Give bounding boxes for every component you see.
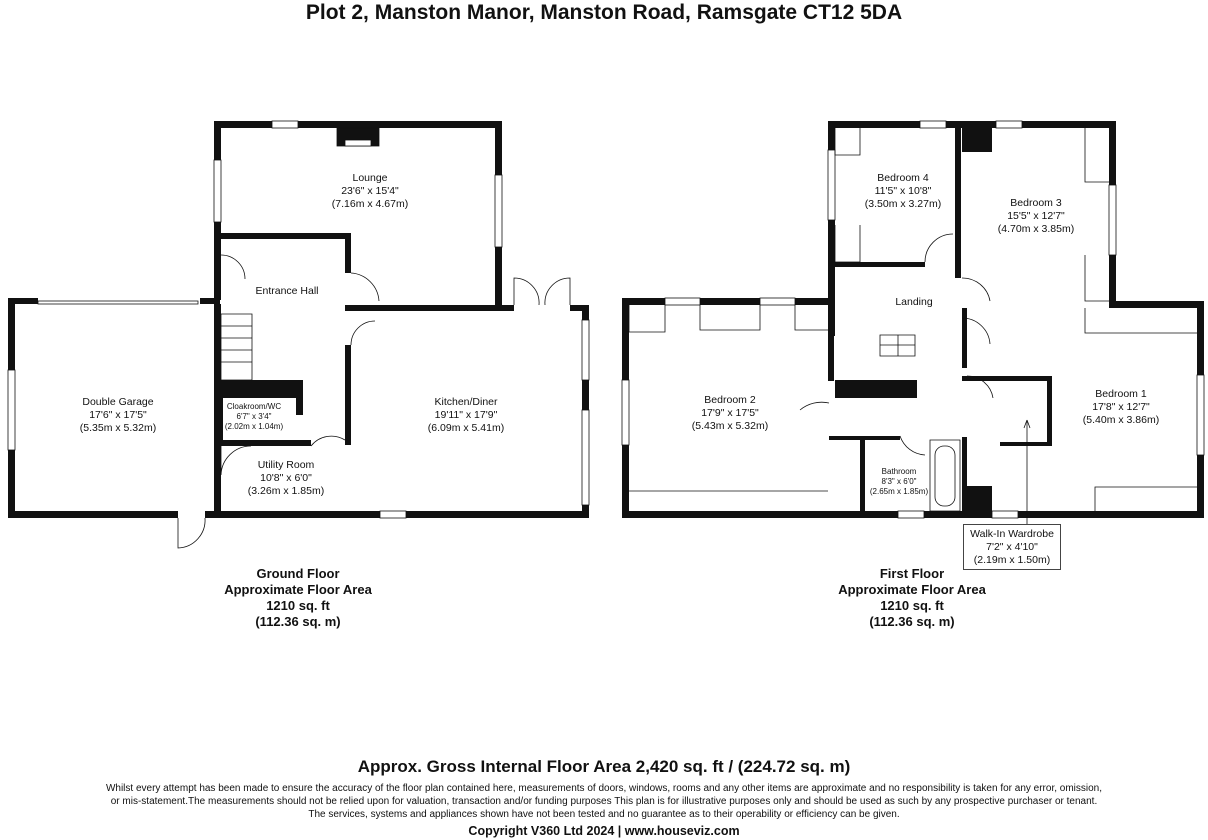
room-metric: (3.50m x 3.27m) <box>864 198 942 210</box>
room-imperial: 17'8" x 12'7" <box>1092 401 1150 413</box>
floor-area-sqm: (112.36 sq. m) <box>255 614 341 629</box>
room-name: Bedroom 4 <box>877 172 929 184</box>
gross-area: Approx. Gross Internal Floor Area 2,420 sq. ft / (224.72 sq. m) <box>357 757 851 776</box>
room-imperial: 6'7" x 3'4" <box>236 412 272 421</box>
room-label-cloakroom <box>225 402 283 432</box>
room-imperial: 19'11" x 17'9" <box>434 409 498 421</box>
room-name: Cloakroom/WC <box>226 402 282 411</box>
room-label-bedroom-2 <box>692 394 768 433</box>
room-label-bathroom <box>870 467 928 497</box>
room-metric: (2.19m x 1.50m) <box>973 554 1051 566</box>
room-name: Landing <box>895 296 933 308</box>
room-imperial: 11'5" x 10'8" <box>874 185 932 197</box>
room-name: Double Garage <box>82 396 154 408</box>
room-imperial: 23'6" x 15'4" <box>341 185 399 197</box>
room-metric: (5.35m x 5.32m) <box>79 422 157 434</box>
room-label-walk-in-wardrobe <box>970 528 1054 567</box>
disclaimer-line: Whilst every attempt has been made to ensure the accuracy of the floor plan contained here, measurements of doors, windows, rooms and any other items are approximate and no responsibility is taken for any error, omission, <box>105 783 1103 794</box>
room-name: Bedroom 3 <box>1010 197 1062 209</box>
room-label-double-garage <box>80 396 156 435</box>
room-label-bedroom-1 <box>1083 388 1159 427</box>
room-imperial: 15'5" x 12'7" <box>1007 210 1065 222</box>
disclaimer-line: The services, systems and appliances shown have not been tested and no guarantee as to their operability or efficiency can be given. <box>308 809 900 820</box>
page-title: Plot 2, Manston Manor, Manston Road, Ramsgate CT12 5DA <box>305 1 903 24</box>
room-metric: (2.02m x 1.04m) <box>224 422 284 431</box>
room-imperial: 8'3" x 6'0" <box>881 477 917 486</box>
floor-name: Ground Floor <box>256 566 340 581</box>
room-label-utility-room <box>248 459 324 498</box>
room-name: Bedroom 1 <box>1095 388 1147 400</box>
floor-area-caption: Approximate Floor Area <box>838 582 986 597</box>
room-label-lounge <box>332 172 408 211</box>
room-name: Bedroom 2 <box>704 394 756 406</box>
room-imperial: 10'8" x 6'0" <box>260 472 312 484</box>
first-floor-summary <box>838 566 986 630</box>
room-label-landing <box>895 296 932 309</box>
room-metric: (6.09m x 5.41m) <box>427 422 505 434</box>
room-name: Lounge <box>352 172 388 184</box>
room-label-bedroom-3 <box>998 197 1074 236</box>
ground-floor-summary <box>224 566 372 630</box>
room-label-kitchen-diner <box>428 396 504 435</box>
copyright: Copyright V360 Ltd 2024 | www.houseviz.com <box>468 824 740 838</box>
room-metric: (7.16m x 4.67m) <box>331 198 409 210</box>
floor-area-sqft: 1210 sq. ft <box>880 598 944 613</box>
disclaimer-line: or mis-statement.The measurements should not be relied upon for valuation, transaction and/or funding purposes This plan is for illustrative purposes only and should be used as such by any prospective purchaser or tenant. <box>110 796 1098 807</box>
room-metric: (5.43m x 5.32m) <box>691 420 769 432</box>
room-label-bedroom-4 <box>865 172 941 211</box>
floor-name: First Floor <box>879 566 945 581</box>
room-metric: (2.65m x 1.85m) <box>869 487 929 496</box>
room-label-entrance-hall <box>255 285 318 298</box>
floor-area-caption: Approximate Floor Area <box>224 582 372 597</box>
room-name: Utility Room <box>257 459 315 471</box>
room-name: Walk-In Wardrobe <box>970 528 1054 540</box>
room-metric: (4.70m x 3.85m) <box>997 223 1075 235</box>
floor-area-sqm: (112.36 sq. m) <box>869 614 955 629</box>
floor-area-sqft: 1210 sq. ft <box>266 598 330 613</box>
room-name: Bathroom <box>881 467 917 476</box>
room-imperial: 7'2" x 4'10" <box>986 541 1038 553</box>
room-metric: (5.40m x 3.86m) <box>1082 414 1160 426</box>
room-metric: (3.26m x 1.85m) <box>247 485 325 497</box>
disclaimer <box>40 782 1168 821</box>
room-name: Kitchen/Diner <box>434 396 498 408</box>
room-imperial: 17'9" x 17'5" <box>701 407 759 419</box>
room-name: Entrance Hall <box>255 285 319 297</box>
room-imperial: 17'6" x 17'5" <box>89 409 147 421</box>
